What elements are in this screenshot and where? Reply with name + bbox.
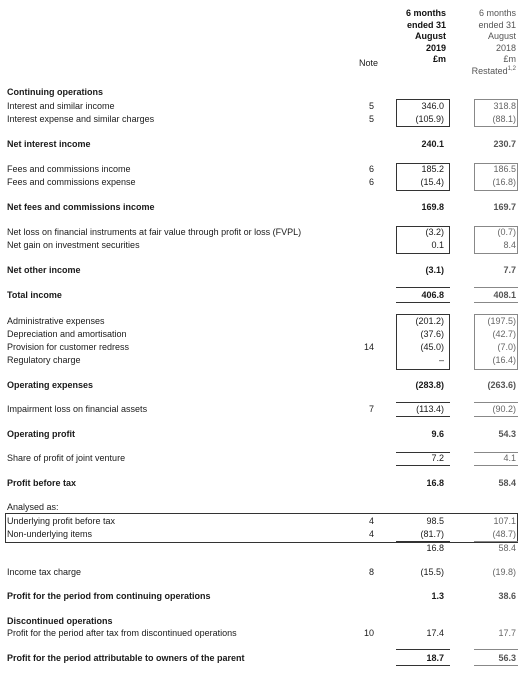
row-label: Fees and commissions expense xyxy=(7,177,136,187)
row-label: Discontinued operations xyxy=(7,616,113,626)
row-label: Profit for the period from continuing operations xyxy=(7,591,211,601)
value-2018: (90.2) xyxy=(492,404,516,414)
statement-row xyxy=(0,113,527,126)
rule-final-top-2019 xyxy=(396,649,450,650)
statement-row xyxy=(0,403,527,416)
statement-row xyxy=(0,138,527,151)
value-2018: 38.6 xyxy=(498,591,516,601)
value-2018: (19.8) xyxy=(492,567,516,577)
row-label: Administrative expenses xyxy=(7,316,105,326)
value-2019: (105.9) xyxy=(415,114,444,124)
statement-row xyxy=(0,542,527,555)
statement-row xyxy=(0,226,527,239)
row-label: Impairment loss on financial assets xyxy=(7,404,148,414)
value-2019: (45.0) xyxy=(420,342,444,352)
value-2019: 169.8 xyxy=(421,202,444,212)
value-2019: 18.7 xyxy=(426,653,444,663)
value-2018: (7.0) xyxy=(497,342,516,352)
value-2018: (16.8) xyxy=(492,177,516,187)
row-label: Net interest income xyxy=(7,139,91,149)
value-2019: 240.1 xyxy=(421,139,444,149)
row-label: Regulatory charge xyxy=(7,355,81,365)
value-2018: 318.8 xyxy=(493,101,516,111)
col1-line-3: August xyxy=(415,31,446,41)
rule-final-bottom-2018 xyxy=(474,665,518,666)
row-label: Net gain on investment securities xyxy=(7,240,140,250)
value-2018: 54.3 xyxy=(498,429,516,439)
value-2019: – xyxy=(438,355,444,365)
statement-row xyxy=(0,566,527,579)
value-2018: 230.7 xyxy=(493,139,516,149)
statement-row xyxy=(0,239,527,252)
col1-line-4: 2019 xyxy=(425,42,446,53)
value-2018: (42.7) xyxy=(492,329,516,339)
rule-total-bottom-2019 xyxy=(396,302,450,303)
row-note: 4 xyxy=(368,529,374,539)
column-header-2018 xyxy=(456,8,516,77)
value-2019: (201.2) xyxy=(415,316,444,326)
value-2018: (197.5) xyxy=(487,316,516,326)
statement-row xyxy=(0,341,527,354)
rule-final-top-2018 xyxy=(474,649,518,650)
value-2018: 169.7 xyxy=(493,202,516,212)
statement-row xyxy=(0,452,527,465)
row-note: 14 xyxy=(363,342,374,352)
value-2019: 185.2 xyxy=(421,164,444,174)
statement-row xyxy=(0,176,527,189)
statement-row xyxy=(0,528,527,541)
row-label: Analysed as: xyxy=(7,502,59,512)
statement-row xyxy=(0,428,527,441)
value-2018: 17.7 xyxy=(498,628,516,638)
row-label: Profit for the period after tax from discontinued operations xyxy=(7,628,237,638)
row-label: Net loss on financial instruments at fair value through profit or loss (FVPL) xyxy=(7,227,302,237)
restated-footnote: 1,2 xyxy=(507,65,516,72)
value-2018: (16.4) xyxy=(492,355,516,365)
value-2019: 0.1 xyxy=(431,240,444,250)
value-2019: 16.8 xyxy=(426,478,444,488)
value-2019: (283.8) xyxy=(415,380,444,390)
note-header: Note xyxy=(358,58,378,68)
value-2019: 9.6 xyxy=(431,429,444,439)
col1-line-1: 6 months xyxy=(405,8,446,18)
value-2018: (88.1) xyxy=(492,114,516,124)
rule-total-bottom-2018 xyxy=(474,302,518,303)
col2-line-4: 2018 xyxy=(495,42,516,53)
row-label: Provision for customer redress xyxy=(7,342,130,352)
row-label: Operating profit xyxy=(7,429,75,439)
statement-row xyxy=(0,100,527,113)
value-2018: (48.7) xyxy=(492,529,516,539)
value-2018: 186.5 xyxy=(493,164,516,174)
row-note: 8 xyxy=(368,567,374,577)
row-note: 5 xyxy=(368,101,374,111)
row-label: Interest and similar income xyxy=(7,101,115,111)
rule-final-bottom-2019 xyxy=(396,665,450,666)
row-note: 6 xyxy=(368,177,374,187)
row-note: 4 xyxy=(368,516,374,526)
value-2019: 406.8 xyxy=(421,290,444,300)
value-2018: 58.4 xyxy=(498,478,516,488)
value-2019: (3.1) xyxy=(425,265,444,275)
statement-row xyxy=(0,201,527,214)
rule-jv-bottom-2019 xyxy=(396,465,450,466)
statement-row xyxy=(0,652,527,665)
value-2018: (263.6) xyxy=(487,380,516,390)
row-label: Fees and commissions income xyxy=(7,164,131,174)
col2-line-5: £m xyxy=(503,54,516,64)
rule-impairment-bottom-2018 xyxy=(474,416,518,417)
row-label: Underlying profit before tax xyxy=(7,516,116,526)
statement-row xyxy=(0,163,527,176)
col2-line-2: ended 31 xyxy=(478,19,516,30)
value-2018: 58.4 xyxy=(498,543,516,553)
row-note: 10 xyxy=(363,628,374,638)
row-note: 6 xyxy=(368,164,374,174)
value-2018: (0.7) xyxy=(497,227,516,237)
value-2019: 98.5 xyxy=(426,516,444,526)
row-note: 5 xyxy=(368,114,374,124)
row-label: Interest expense and similar charges xyxy=(7,114,155,124)
row-label: Share of profit of joint venture xyxy=(7,453,126,463)
row-label: Continuing operations xyxy=(7,87,103,97)
value-2019: (113.4) xyxy=(416,404,444,414)
statement-row xyxy=(0,354,527,367)
statement-row xyxy=(0,501,527,514)
statement-row xyxy=(0,289,527,302)
statement-row xyxy=(0,477,527,490)
value-2019: 1.3 xyxy=(431,591,444,601)
row-label: Total income xyxy=(7,290,62,300)
col2-line-1: 6 months xyxy=(478,8,516,18)
value-2018: 4.1 xyxy=(503,453,516,463)
rule-total-top-2019 xyxy=(396,287,450,288)
row-label: Operating expenses xyxy=(7,380,94,390)
value-2019: (15.5) xyxy=(420,567,444,577)
row-note: 7 xyxy=(368,404,374,414)
row-label: Net other income xyxy=(7,265,81,275)
value-2019: (37.6) xyxy=(420,329,444,339)
value-2019: (81.7) xyxy=(420,529,444,539)
value-2019: 16.8 xyxy=(426,543,444,553)
statement-row xyxy=(0,264,527,277)
rule-jv-bottom-2018 xyxy=(474,465,518,466)
value-2018: 107.1 xyxy=(493,516,516,526)
rule-impairment-bottom-2019 xyxy=(396,416,450,417)
col2-line-3: August xyxy=(487,31,516,41)
statement-row xyxy=(0,379,527,392)
value-2018: 56.3 xyxy=(498,653,516,663)
value-2019: (15.4) xyxy=(420,177,444,187)
row-label: Depreciation and amortisation xyxy=(7,329,127,339)
row-label: Profit before tax xyxy=(7,478,77,488)
row-label: Income tax charge xyxy=(7,567,82,577)
value-2018: 408.1 xyxy=(493,290,516,300)
value-2018: 7.7 xyxy=(503,265,516,275)
value-2019: 17.4 xyxy=(426,628,444,638)
col1-line-5: £m xyxy=(432,54,446,64)
row-label: Net fees and commissions income xyxy=(7,202,155,212)
statement-row xyxy=(0,515,527,528)
column-header-2019 xyxy=(388,8,446,66)
value-2019: (3.2) xyxy=(425,227,444,237)
statement-row xyxy=(0,328,527,341)
row-label: Profit for the period attributable to owners of the parent xyxy=(7,653,245,663)
row-label: Non-underlying items xyxy=(7,529,93,539)
rule-total-top-2018 xyxy=(474,287,518,288)
value-2019: 346.0 xyxy=(421,101,444,111)
statement-row xyxy=(0,590,527,603)
statement-row xyxy=(0,86,527,99)
col2-line-6 xyxy=(456,66,516,78)
statement-row xyxy=(0,315,527,328)
value-2018: 8.4 xyxy=(503,240,516,250)
value-2019: 7.2 xyxy=(431,453,444,463)
statement-row xyxy=(0,627,527,640)
restated-label: Restated xyxy=(471,65,508,76)
col1-line-2: ended 31 xyxy=(406,19,446,30)
